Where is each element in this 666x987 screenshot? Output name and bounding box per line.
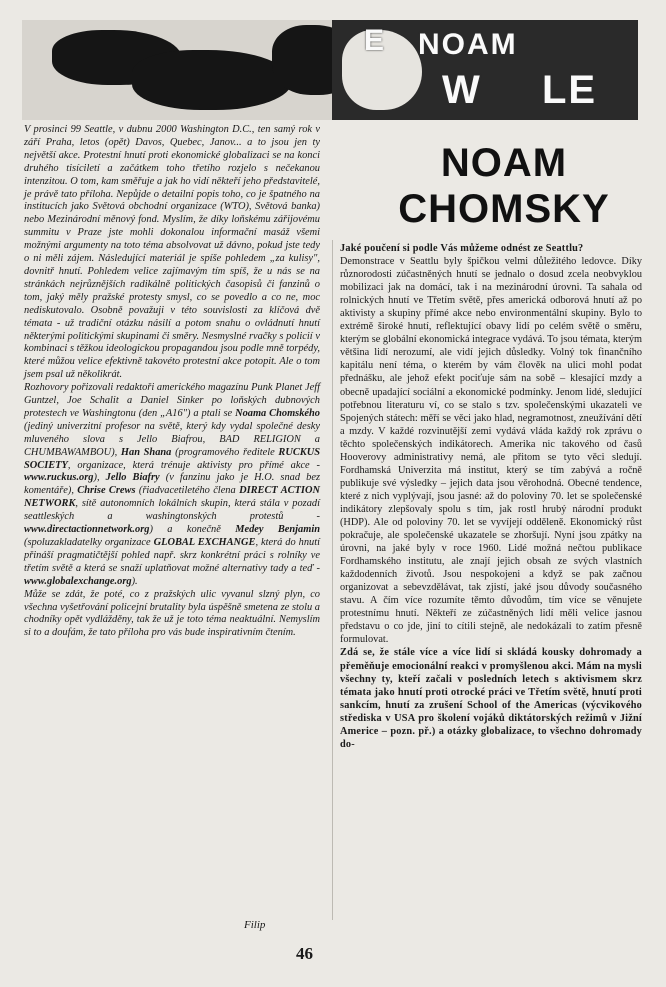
interview-intro-paragraph: Rozhovory pořizovali redaktoři amerického magazínu Punk Planet Jeff Guntzel, Joe Schalit a Daniel Sinker po loňských dubnových protestech ve Washingtonu (den „A16") a ptali se Noama Chomského (jediný univerzitní profesor na světě, který kdy vydal společné desky mluveného slova s Jello Biafrou, BAD RELIGION a CHUMBAWAMBOU), Han Shana (programového ředitele RUCKUS SOCIETY, organizace, která trénuje aktivisty pro přímé akce - www.ruckus.org), Jello Biafry (v fanzinu jako je H.O. snad bez komentáře), Chrise Crews (řiadvacetiletého člena DIRECT ACTION NETWORK, sítě autonomních lokálních skupin, která stála v pozadí seattleských a washingtonských protestů - www.directactionnetwork.org) a konečně Medey Benjamin (spoluzakladatelky organizace GLOBAL EXCHANGE, která do hnutí přináší pragmatičtější pohled např. skrz konkrétní práci s rolníky ve třetím světě a která se snaží uplatňovat možné alternativy tady a teď - www.globalexchange.org).	[24, 382, 320, 587]
interview-intro-text: Rozhovory pořizovali redaktoři amerického magazínu Punk Planet Jeff Guntzel, Joe Schalit a Daniel Sinker po loňských dubnových protestech ve Washingtonu (den „A16") a ptali se	[24, 382, 320, 419]
banner-letters: W	[442, 68, 482, 112]
person-name: Medey Benjamin	[235, 524, 320, 536]
person-description: (jediný univerzitní profesor na světě, který kdy vydal společné desky mluveného slova s Jello Biafrou, BAD RELIGION a CHUMBAWAMBOU),	[24, 420, 320, 458]
title-first-name: NOAM	[440, 141, 568, 185]
website-url: www.globalexchange.org	[24, 575, 132, 587]
intro-column	[24, 124, 320, 640]
person-description: (řiadvacetiletého člena	[135, 485, 240, 497]
organization-name: RUCKUS SOCIETY	[24, 446, 320, 471]
interview-answer: Demonstrace v Seattlu byly špičkou velmi důležitého ledovce. Díky různorodosti zúčastněných hnutí se jednalo o dosud zcela neobvyklou mobilizaci jak na domácí, tak i na mezinárodní úrovni. Ta sahala od rolnických hnutí ve Třetím světě, přes americká odborová hnutí až po aktivisty a skupiny přímé akce nebo environmentální skupiny. Bylo to extrémě široké hnutí, reflektující obavy lidí po celém světě o směru, kterým se globální ekonomická integrace vydává. To jsou témata, kterým většina lidí nerozumí, ale vidí jejich důsledky. Volný tok finančního kapitálu není téma, o kterém by vám člověk na ulici mohl podat přednášku, ale jehož efekt pociťuje sám na sobě – klesající mzdy a obecně upadající sociální a ekonomické podmínky. Jenom lidé, sledující potřebnou literaturu ví, co se stalo s tzv. společenskými ukazateli ve Spojených státech: měří se věci jako hlad, negramotnost, zneužívání dětí a mzdy. V každé rozvinutější zemi vydává vláda každý rok zprávu o těchto společenských indikátorech. Amerika nic takového od časů Hooverovy administrativy nemá, ale přitom se tyto věci sledují. Fordhamská Univerzita má institut, který se tím zabývá a ročně publikuje své výsledky – jejich data jsou věrohodná. Obecné tendence, které z nich vyplývají, jsou jasné: až do poloviny 70. let se společenské indikátory zlepšovaly spolu s tím, jak rostl hrubý národní produkt (HDP). Ale od poloviny 70. let se vyvíjejí odděleně. Ekonomický růst pokračuje, ale společenské ukazatele se zhoršují. Nyní jsou zpátky na úrovni, na jaké byly v roce 1960. Lidé možná nečtou publikace Fordhamského institutu, ale znají jejich obsah ze svých vlastních každodenních životů. Jsou nespokojeni a když se pak začnou organizovat a sebevzdělávat, tak zjistí, jaké jsou důvody současného stavu. A čím více rozumíte těmto důvodům, tím více se věnujete protestnímu hnutí. Někteří ze zúčastněných lidí měli velice jasnou představu o co jde, jiní to cítili stejně, ale nedokázali to zatím přesně formulovat.	[340, 256, 642, 646]
person-description: (v fanzinu jako je H.O. snad bez komentáře),	[24, 472, 320, 497]
connector-text: ) a konečně	[149, 524, 236, 536]
person-name: Jello Biafry	[105, 472, 160, 484]
person-description: (spoluzakladatelky organizace	[24, 537, 154, 548]
person-name: Han Shana	[120, 446, 172, 458]
website-url: www.directactionnetwork.org	[24, 524, 150, 536]
title-last-name: CHOMSKY	[398, 187, 610, 231]
column-divider	[332, 240, 333, 920]
author-signature: Filip	[244, 919, 266, 931]
website-url: www.ruckus.org	[24, 472, 94, 484]
intro-paragraph: V prosinci 99 Seattle, v dubnu 2000 Washington D.C., ten samý rok v září Praha, letos (opět) Davos, Quebec, Janov... a to jsou jen ty největší akce. Protestní hnutí proti ekonomické globalizaci se na konci druhého tisíciletí a začátkem toho třetího rozjelo s nečekanou intenzitou. O tom, kam směřuje a jak ho vidí někteří jeho představitelé, je právě tato příloha. Nepůjde o detailní popis toho, co je špatného na institucích jako Světová obchodní organizace (WTO), Světová banka) nebo Mezinárodní měnový fond. Myslím, že díky loňskému zářijovému summitu v Praze jste mohli dokonalou informační masáž všemi možnými argumenty na toto téma absolvovat už dávno, pokud jste tedy o ni měli zájem. Následující materiál je spíše pohledem „za kulisy", dovnitř hnutí. Pohledem velice zajímavým tím spíš, že u nás se na stránkách nejrůznějších radikálně politických časopisů či fanzinů o tom, jaký měly pražské protesty smysl, co se povedlo a co ne, moc nediskutovalo. Osobně považuji v této souvislosti za klíčová dvě témata - už tradiční otázku násilí a potom snahu o ovládnutí hnutí některými politickými skupinami či směry. Nesmyslné rvačky s policií v kombinaci s těžkou ideologickou propagandou jsou podle mně torpédy, které můžou velice efektivně takovéto protestní akce potopit. Ale o tom jsem psal už několikrát.	[24, 124, 320, 381]
organization-description: , sítě autonomních lokálních skupin, která stála v pozadí seattleských a washingtonských protestů -	[24, 498, 320, 523]
organization-name: DIRECT ACTION NETWORK	[24, 485, 320, 510]
person-description: (programového ředitele	[171, 446, 279, 458]
ink-splotch	[132, 50, 292, 110]
organization-description: , organizace, která trénuje aktivisty pro přímé akce -	[67, 459, 320, 471]
banner-letters: NOAM	[418, 28, 518, 61]
interview-question: Zdá se, že stále více a více lidí si skládá kousky dohromady a přeměňuje emocionální reakci v promyšlenou akci. Mám na mysli všechny ty, kteří začali v posledních letech s aktivismem skrz témata jako hnutí proti otrocké práci ve Třetím světě, hnutí proti sankcím, hnutí za zrušení School of the Americas (výcvikového střediska v USA pro školení vojáků diktátorských režimů v Jižní Americe – pozn. př.) a otázky globalizace, to všechno dohromady do-	[340, 647, 642, 750]
banner-letters: LE	[542, 68, 598, 112]
interview-question: Jaké poučení si podle Vás můžeme odnést ze Seattlu?	[340, 243, 584, 254]
page-number: 46	[296, 944, 313, 963]
organization-description: , která do hnutí přináší pragmatičtější pohled např. skrz konkrétní práci s rolníky ve třetím světě a která se snaží uplatňovat možné alternativy tady a teď -	[24, 537, 320, 574]
closing-paragraph: Může se zdát, že poté, co z pražských ulic vyvanul slzný plyn, co všechna vyšetřování policejní brutality byla úspěšně smetena ze stolu a chodníky opět vydlážděny, tak že už je toto téma neaktuální. Nemyslím si to a doufám, že tato příloha pro vás bude inspirativním čtením.	[24, 588, 320, 639]
interview-column	[340, 242, 642, 751]
header-banner	[22, 20, 638, 120]
banner-letters: E	[364, 24, 387, 57]
person-name: Chrise Crews	[77, 485, 136, 497]
person-name: Noama Chomského	[235, 407, 320, 419]
organization-name: GLOBAL EXCHANGE	[153, 537, 256, 548]
